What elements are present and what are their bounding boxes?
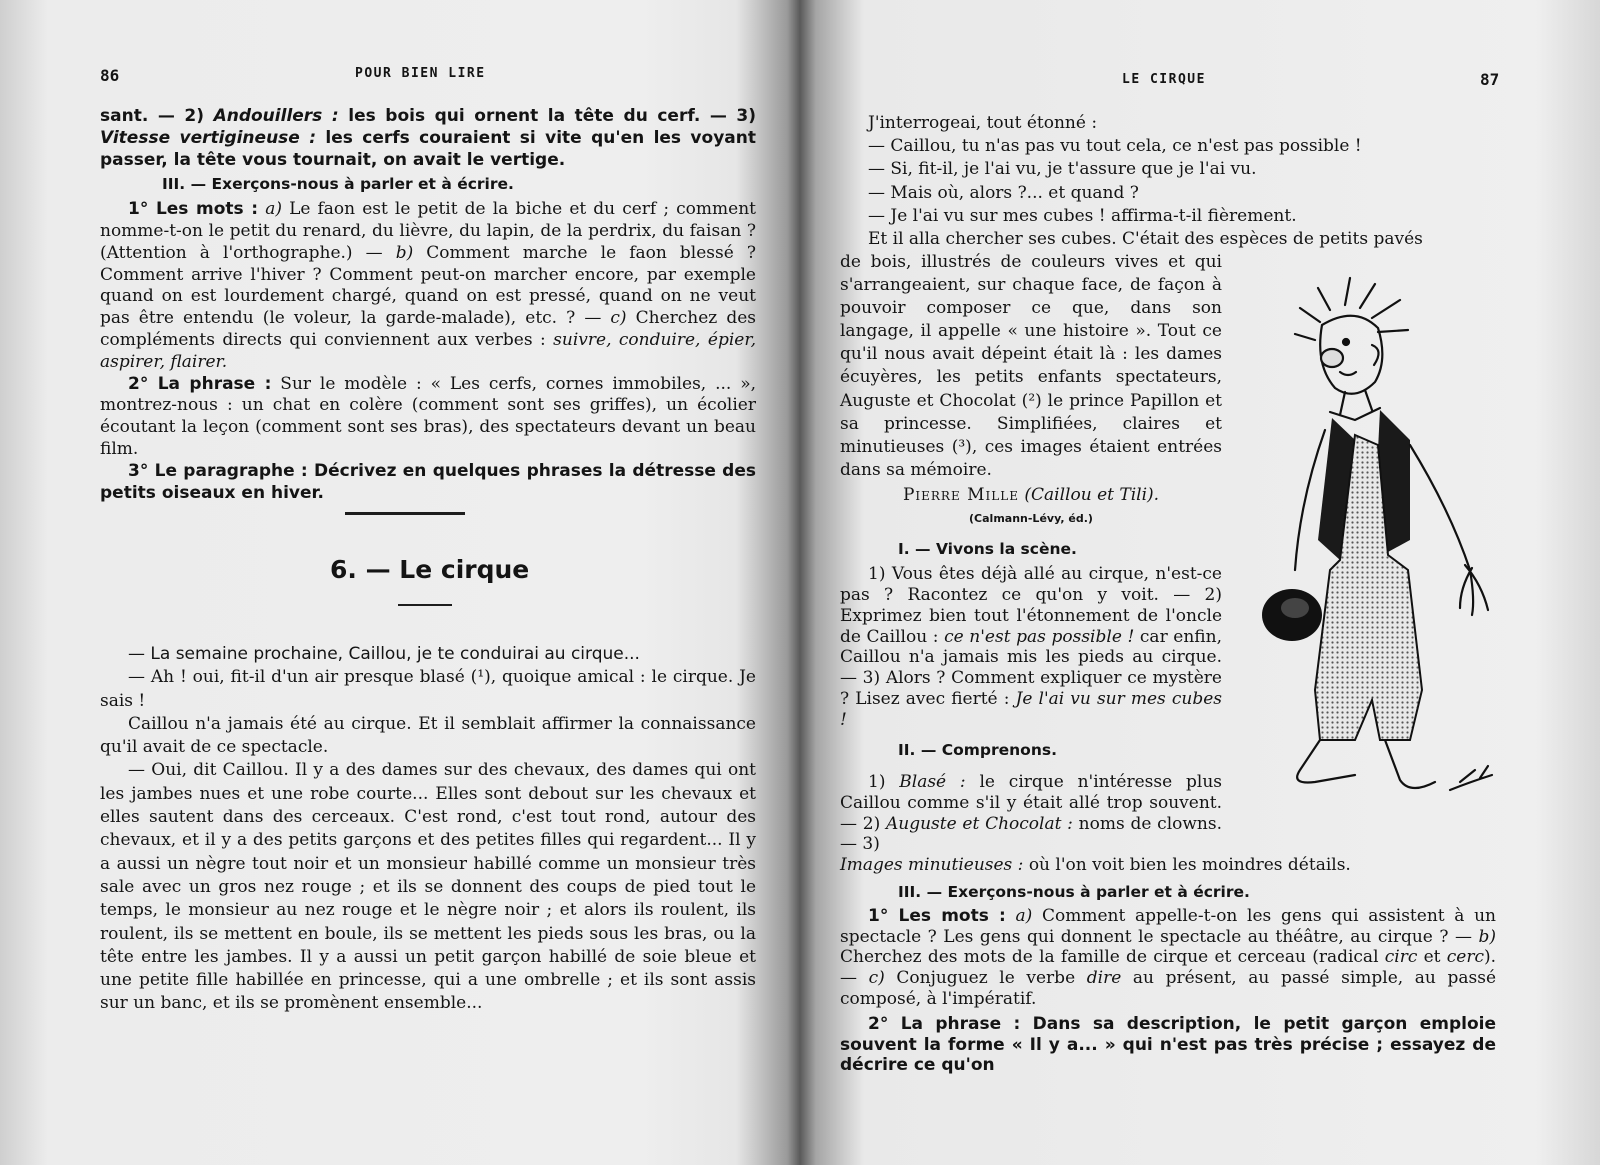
dialogue-line: — Mais où, alors ?... et quand ? (868, 182, 1139, 203)
glossary-continuation: sant. — 2) Andouillers : les bois qui ornent la tête du cerf. — 3) Vitesse vertigineuse : les cerfs couraient si vite qu'en les voyant passer, la tête vous tournait, on avait le vertige. (100, 106, 756, 170)
story-line: — Ah ! oui, fit-il d'un air presque blasé (¹), quoique amical : le cirque. Je sais ! (100, 667, 756, 711)
running-head: LE CIRQUE (1122, 72, 1206, 87)
boy-illustration (1260, 270, 1510, 830)
dialogue-block (840, 112, 1496, 251)
narration-line: Et il alla chercher ses cubes. C'était des espèces de petits pavés (868, 229, 1423, 250)
page-number: 87 (1480, 70, 1500, 89)
section-heading: I. — Vivons la scène. (898, 540, 1077, 559)
story-text (100, 643, 756, 1016)
attribution: Pierre Mille (Caillou et Tili). (902, 484, 1160, 505)
exercise-block (100, 106, 756, 504)
divider-rule (345, 512, 465, 515)
story-line: — Oui, dit Caillou. Il y a des dames sur des chevaux, des dames qui ont les jambes nues et une robe courte... Elles sont debout sur les chevaux et elles sautent dans des cerceaux. C'est rond, c'est tout rond, autour des chevaux, et il y a des petits garçons et des petites filles qui regardent... Il y a aussi un nègre tout noir et un monsieur habillé comme un monsieur très sale avec un gros nez rouge ; et ils se donnent des coups de pied tout le temps, le monsieur au nez rouge et le nègre noir ; et alors ils roulent, ils roulent, ils se mettent en boule, ils se mettent les pieds sous les bras, ou la tête entre les jambes. Il y a aussi un petit garçon habillé de soie bleue et une petite fille habillée en princesse, qui a une ombrelle ; et ils sont assis sur un banc, et ils se promènent ensemble... (100, 760, 756, 1014)
running-head: POUR BIEN LIRE (355, 66, 486, 81)
story-line: — La semaine prochaine, Caillou, je te conduirai au cirque... (128, 644, 640, 664)
title-underline (398, 604, 452, 606)
narration-column: de bois, illustrés de couleurs vives et qui s'arrangeaient, sur chaque face, de façon à pouvoir composer ce que, dans son langage, il appelle « une histoire ». Tout ce qu'il nous avait dépeint était là : les dames écuyères, les petits enfants spectateurs, Auguste et Chocolat (²) le prince Papillon et sa princesse. Simplifiées, claires et minutieuses (³), ces images étaient entrées dans sa mémoire. Pierre Mille (Caillou et Tili). (Calmann-Lévy, éd.) I. — Vivons la scène. 1) Vous êtes déjà allé au cirque, n'est-ce pas ? Racontez ce qu'on y voit. — 2) Exprimez bien tout l'étonnement de l'oncle de Caillou : ce n'est pas possible ! car enfin, Caillou n'a jamais mis les pieds au cirque. — 3) Alors ? Comment expliquer ce mystère ? Lisez avec fierté : Je l'ai vu sur mes cubes ! II. — Comprenons. (840, 251, 1222, 765)
exercise-paragraphe: 3° Le paragraphe : Décrivez en quelques phrases la détresse des petits oiseaux en hiver. (100, 460, 756, 503)
exercise-mots: 1° Les mots : a) Comment appelle-t-on les gens qui assistent à un spectacle ? Les gens qui donnent le spectacle au théâtre, au cirque ? — b) Cherchez des mots de la famille de cirque et cerceau (radical circ et cerc). — c) Conjuguez le verbe dire au présent, au passé simple, au passé composé, à l'impératif. (840, 905, 1497, 1009)
dialogue-line: — Je l'ai vu sur mes cubes ! affirma-t-il fièrement. (868, 205, 1297, 226)
chapter-title: 6. — Le cirque (330, 555, 530, 584)
exercise-phrase: 2° La phrase : Dans sa description, le petit garçon emploie souvent la forme « Il y a... » qui n'est pas très précise ; essayez de décrire ce qu'on (840, 1013, 1496, 1076)
section-heading: II. — Comprenons. (898, 740, 1057, 759)
page-number: 86 (100, 66, 120, 85)
exercise-mots: 1° Les mots : a) Le faon est le petit de la biche et du cerf ; comment nomme-t-on le petit du renard, du lièvre, du lapin, de la perdrix, du faisan ? (Attention à l'orthographe.) — b) Comment marche le faon blessé ? Comment arrive l'hiver ? Comment peut-on marcher encore, par exemple quand on est lourdement chargé, quand on est pressé, quand on ne veut pas être entendu (le voleur, la garde-malade), etc. ? — c) Cherchez des compléments directs qui conviennent aux verbes : suivre, conduire, épier, aspirer, flairer. (100, 199, 756, 372)
dialogue-line: — Si, fit-il, je l'ai vu, je t'assure que je l'ai vu. (868, 159, 1257, 180)
section-heading: III. — Exerçons-nous à parler et à écrire. (162, 175, 514, 194)
dialogue-line: — Caillou, tu n'as pas vu tout cela, ce n'est pas possible ! (868, 136, 1362, 157)
exercise-comprenons-end: Images minutieuses : où l'on voit bien les moindres détails. (840, 855, 1351, 876)
publisher: (Calmann-Lévy, éd.) (969, 512, 1093, 526)
exercise-vivons: 1) Vous êtes déjà allé au cirque, n'est-ce pas ? Racontez ce qu'on y voit. — 2) Exprimez bien tout l'étonnement de l'oncle de Caillou : ce n'est pas possible ! car enfin, Caillou n'a jamais mis les pieds au cirque. — 3) Alors ? Comment expliquer ce mystère ? Lisez avec fierté : Je l'ai vu sur mes cubes ! (840, 564, 1222, 730)
story-line: Caillou n'a jamais été au cirque. Et il semblait affirmer la connaissance qu'il avait de ce spectacle. (100, 713, 756, 758)
exercise-phrase: 2° La phrase : Sur le modèle : « Les cerfs, cornes immobiles, ... », montrez-nous : un chat en colère (comment sont ses griffes), un écolier écoutant la leçon (comment sont ses bras), des spectateurs devant un beau film. (100, 373, 757, 459)
exercise-comprenons: 1) Blasé : le cirque n'intéresse plus Caillou comme s'il y était allé trop souvent. — 2) Auguste et Chocolat : noms de clowns. — 3) (840, 772, 1222, 855)
section-heading: III. — Exerçons-nous à parler et à écrire. (898, 882, 1250, 901)
dialogue-line: J'interrogeai, tout étonné : (868, 113, 1098, 133)
